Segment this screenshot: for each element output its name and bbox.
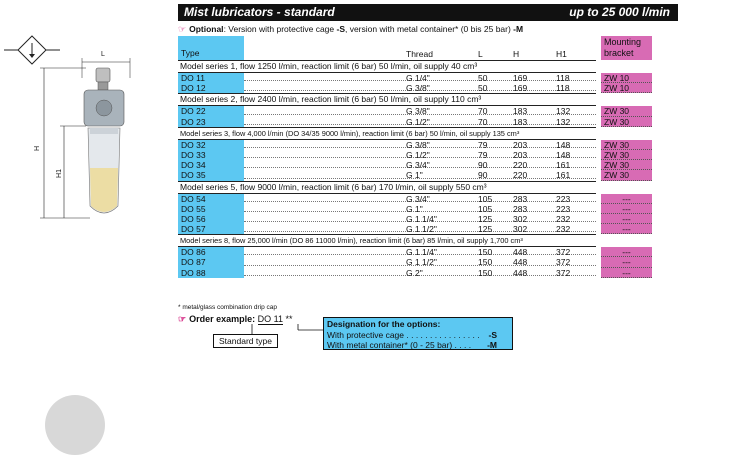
l-cell: 105 xyxy=(478,203,493,214)
type-cell: DO 23 xyxy=(178,117,244,127)
type-cell: DO 57 xyxy=(178,224,244,234)
h-cell: 169 xyxy=(513,83,528,94)
table-row xyxy=(178,117,596,127)
table-row xyxy=(178,214,596,224)
h-cell: 203 xyxy=(513,149,528,160)
type-cell: DO 32 xyxy=(178,140,244,150)
mounting-cell: ZW 30 xyxy=(601,106,652,116)
decorative-circle xyxy=(45,395,105,455)
mounting-cell: ZW 30 xyxy=(601,117,652,127)
designation-title: Designation for the options: xyxy=(327,319,441,329)
h1-cell: 372 xyxy=(556,267,571,278)
h-cell: 283 xyxy=(513,193,528,204)
standard-type-box: Standard type xyxy=(213,334,278,348)
h-cell: 169 xyxy=(513,73,528,83)
mount-gap xyxy=(601,60,652,73)
table-row xyxy=(178,170,596,180)
h1-cell: 118 xyxy=(556,73,570,83)
thread-cell: G 1/2" xyxy=(406,116,430,127)
type-cell: DO 35 xyxy=(178,170,244,180)
dimension-h-label: H xyxy=(34,145,42,152)
h1-cell: 161 xyxy=(556,170,571,181)
type-cell: DO 56 xyxy=(178,214,244,224)
mounting-cell: ZW 30 xyxy=(601,150,652,160)
type-cell: DO 34 xyxy=(178,160,244,170)
table-row xyxy=(178,83,596,93)
series-header xyxy=(178,181,596,194)
type-cell: DO 87 xyxy=(178,257,244,267)
l-cell: 150 xyxy=(478,257,493,268)
col-l: L xyxy=(478,49,483,59)
h1-cell: 148 xyxy=(556,139,571,150)
option-m: -M xyxy=(513,24,524,34)
thread-cell: G 3/8" xyxy=(406,139,430,150)
series-title: Model series 2, flow 2400 l/min, reaction limit (6 bar) 50 l/min, oil supply 110 cm³ xyxy=(180,94,482,105)
designation-cage-code: -S xyxy=(488,329,497,340)
mounting-cell: --- xyxy=(601,257,652,267)
thread-cell: G 3/8" xyxy=(406,106,430,117)
type-cell: DO 12 xyxy=(178,83,244,93)
series-header xyxy=(178,127,596,140)
series-header xyxy=(178,234,596,247)
l-cell: 79 xyxy=(478,149,488,160)
thread-cell: G 1" xyxy=(406,170,423,181)
mounting-cell: --- xyxy=(601,214,652,224)
h1-cell: 372 xyxy=(556,247,571,258)
flow-range: up to 25 000 l/min xyxy=(569,5,670,19)
designation-cage: With protective cage . . . . . . . . . . . . . . . . xyxy=(327,329,480,340)
h-cell: 220 xyxy=(513,160,528,171)
thread-cell: G 1" xyxy=(406,203,423,214)
mounting-cell: ZW 30 xyxy=(601,160,652,170)
thread-cell: G 2" xyxy=(406,267,423,278)
optional-text: : Version with protective cage xyxy=(223,24,337,34)
h1-cell: 232 xyxy=(556,213,571,224)
l-cell: 90 xyxy=(478,160,488,171)
h-cell: 220 xyxy=(513,170,528,181)
l-cell: 70 xyxy=(478,106,488,117)
h1-cell: 232 xyxy=(556,224,571,235)
h-cell: 183 xyxy=(513,116,528,127)
mounting-cell: --- xyxy=(601,268,652,278)
table-row xyxy=(178,194,596,204)
mounting-cell: ZW 30 xyxy=(601,140,652,150)
pointing-hand-icon: ☞ xyxy=(178,314,187,324)
series-title: Model series 3, flow 4,000 l/min (DO 34/35 9000 l/min), reaction limit (6 bar) 50 l/min, oil supply 135 cm³ xyxy=(180,128,520,138)
dimension-l-label: L xyxy=(101,51,105,58)
col-h1: H1 xyxy=(556,49,567,59)
h-cell: 448 xyxy=(513,267,528,278)
table-row xyxy=(178,106,596,116)
l-cell: 50 xyxy=(478,73,488,83)
series-header xyxy=(178,93,596,106)
table-row xyxy=(178,247,596,257)
thread-cell: G 1/2" xyxy=(406,149,430,160)
table-row xyxy=(178,160,596,170)
product-table xyxy=(178,36,596,278)
mounting-cell: ZW 10 xyxy=(601,73,652,83)
h-cell: 283 xyxy=(513,203,528,214)
h1-cell: 372 xyxy=(556,257,571,268)
mount-gap xyxy=(601,234,652,247)
type-cell: DO 33 xyxy=(178,150,244,160)
pointing-hand-icon: ☞ xyxy=(178,24,187,34)
series-header xyxy=(178,60,596,73)
series-title: Model series 1, flow 1250 l/min, reaction limit (6 bar) 50 l/min, oil supply 40 cm³ xyxy=(180,61,478,71)
h1-cell: 132 xyxy=(556,106,571,117)
series-title: Model series 8, flow 25,000 l/min (DO 86 11000 l/min), reaction limit (6 bar) 85 l/min, oil supply 1,700 cm³ xyxy=(180,236,523,246)
designation-box xyxy=(323,317,513,350)
h1-cell: 132 xyxy=(556,116,571,127)
type-cell: DO 54 xyxy=(178,194,244,204)
dimension-h1-label: H1 xyxy=(55,169,63,178)
h-cell: 302 xyxy=(513,224,528,235)
optional-label: Optional xyxy=(189,24,224,34)
l-cell: 79 xyxy=(478,139,488,150)
thread-cell: G 3/8" xyxy=(406,83,430,94)
mount-gap xyxy=(601,93,652,106)
type-cell: DO 88 xyxy=(178,268,244,278)
type-cell: DO 22 xyxy=(178,106,244,116)
table-row xyxy=(178,268,596,278)
designation-metal: With metal container* (0 - 25 bar) . . . . xyxy=(327,340,472,350)
h1-cell: 223 xyxy=(556,203,571,214)
thread-cell: G 1 1/2" xyxy=(406,257,437,268)
h-cell: 203 xyxy=(513,139,528,150)
h-cell: 183 xyxy=(513,106,528,117)
l-cell: 105 xyxy=(478,193,493,204)
thread-cell: G 1 1/2" xyxy=(406,224,437,235)
designation-metal-code: -M xyxy=(487,340,497,350)
thread-cell: G 1 1/4" xyxy=(406,247,437,258)
series-title: Model series 5, flow 9000 l/min, reaction limit (6 bar) 170 l/min, oil supply 550 cm³ xyxy=(180,181,487,192)
option-s: -S xyxy=(336,24,345,34)
l-cell: 150 xyxy=(478,267,493,278)
h-cell: 448 xyxy=(513,257,528,268)
table-header xyxy=(178,36,596,60)
order-label: Order example: xyxy=(189,314,256,324)
h-cell: 302 xyxy=(513,213,528,224)
h1-cell: 223 xyxy=(556,193,571,204)
thread-cell: G 1 1/4" xyxy=(406,213,437,224)
type-cell: DO 11 xyxy=(178,73,244,83)
l-cell: 150 xyxy=(478,247,493,258)
mounting-cell: ZW 10 xyxy=(601,83,652,93)
page-header xyxy=(178,4,678,21)
mounting-cell: --- xyxy=(601,194,652,204)
l-cell: 70 xyxy=(478,116,488,127)
col-type: Type xyxy=(178,36,244,60)
l-cell: 50 xyxy=(478,83,488,94)
l-cell: 125 xyxy=(478,224,493,235)
h1-cell: 118 xyxy=(556,83,570,94)
order-stars: ** xyxy=(285,314,293,324)
thread-cell: G 3/4" xyxy=(406,193,430,204)
mounting-cell: ZW 30 xyxy=(601,170,652,180)
h-cell: 448 xyxy=(513,247,528,258)
mount-gap xyxy=(601,127,652,140)
table-row xyxy=(178,73,596,83)
l-cell: 125 xyxy=(478,213,493,224)
col-thread: Thread xyxy=(406,49,433,59)
col-mounting: Mounting bracket xyxy=(601,36,652,60)
l-cell: 90 xyxy=(478,170,488,181)
footnote: * metal/glass combination drip cap xyxy=(178,304,277,311)
h1-cell: 148 xyxy=(556,149,571,160)
optional-note xyxy=(178,24,523,35)
thread-cell: G 3/4" xyxy=(406,160,430,171)
optional-mid: , version with metal container* (0 bis 25 bar) xyxy=(344,24,514,34)
mounting-cell: --- xyxy=(601,204,652,214)
col-h: H xyxy=(513,49,520,59)
table-row xyxy=(178,150,596,160)
lubricator-drawing xyxy=(30,48,150,228)
mounting-cell: --- xyxy=(601,224,652,234)
mount-gap xyxy=(601,181,652,194)
page-title: Mist lubricators - standard xyxy=(184,5,335,19)
table-row xyxy=(178,140,596,150)
table-row xyxy=(178,204,596,214)
table-row xyxy=(178,224,596,234)
type-cell: DO 86 xyxy=(178,247,244,257)
mounting-bracket-column xyxy=(601,36,652,278)
h1-cell: 161 xyxy=(556,160,571,171)
thread-cell: G 1/4" xyxy=(406,73,430,83)
table-row xyxy=(178,257,596,267)
type-cell: DO 55 xyxy=(178,204,244,214)
order-code: DO 11 xyxy=(257,314,283,324)
mounting-cell: --- xyxy=(601,247,652,257)
